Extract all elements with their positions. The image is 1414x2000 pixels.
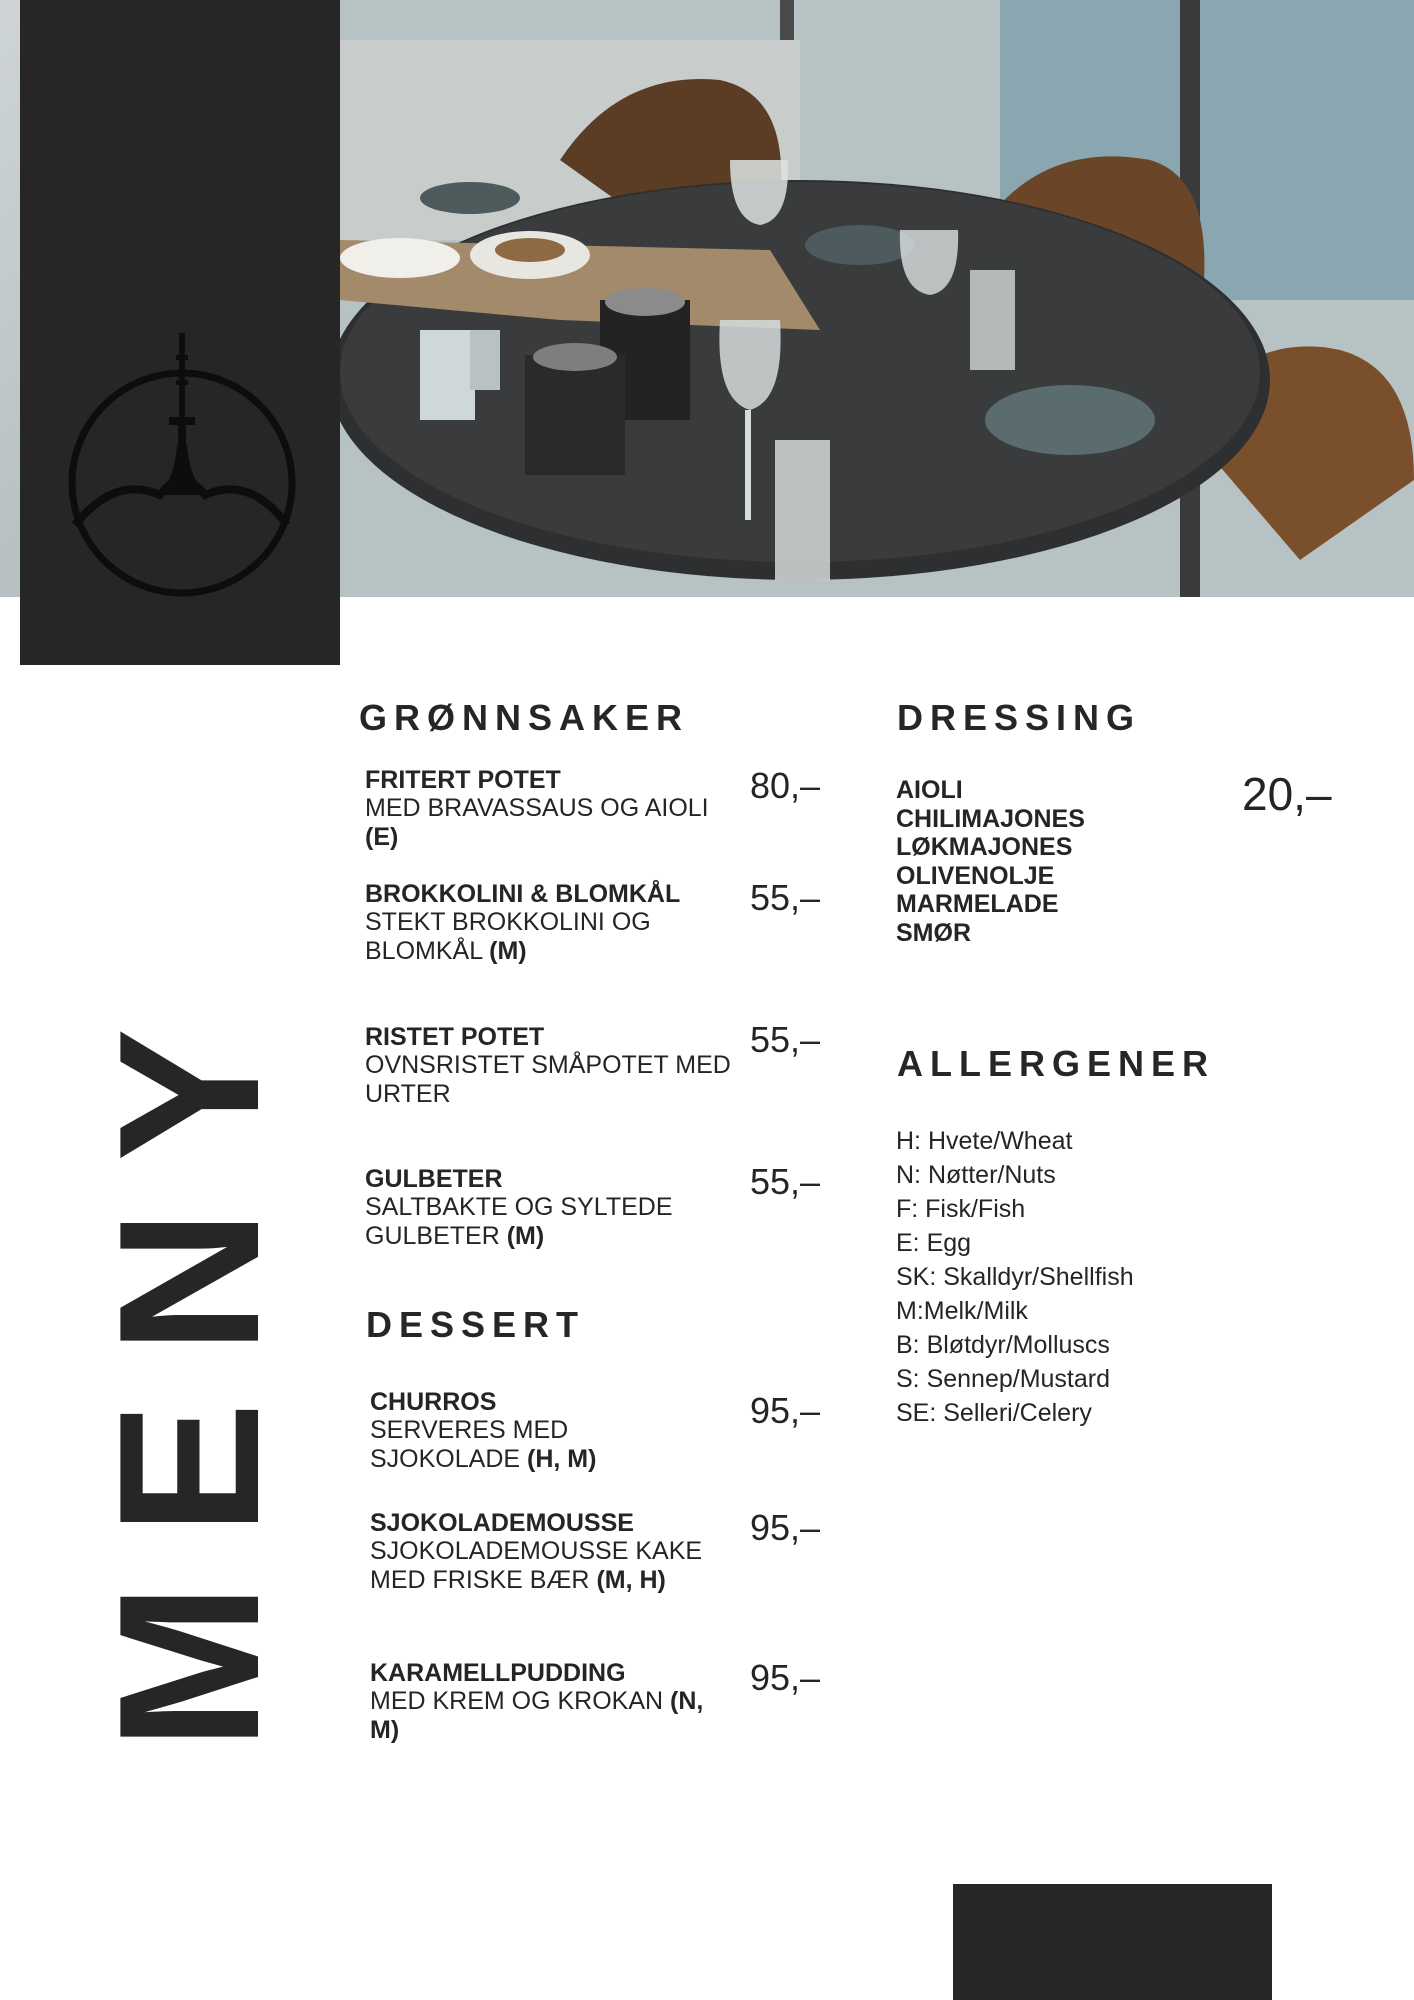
item-name: SJOKOLADEMOUSSE <box>370 1509 634 1537</box>
item-name: KARAMELLPUDDING <box>370 1659 626 1687</box>
section-title-dressing: DRESSING <box>897 697 1142 738</box>
item-price: 95,– <box>750 1657 821 1698</box>
list-item: E: Egg <box>896 1229 972 1257</box>
section-title-gronnsaker: GRØNNSAKER <box>359 697 690 738</box>
item-price: 95,– <box>750 1390 821 1431</box>
item-description: OVNSRISTET SMÅPOTET MED URTER <box>365 1051 731 1108</box>
list-item <box>365 766 745 852</box>
item-description: SERVERES MED SJOKOLADE (H, M) <box>370 1416 597 1473</box>
list-item <box>365 880 745 966</box>
list-item: SE: Selleri/Celery <box>896 1399 1092 1427</box>
list-item: CHILIMAJONES <box>896 804 1085 833</box>
item-name: GULBETER <box>365 1165 503 1193</box>
item-price: 55,– <box>750 1019 821 1060</box>
item-description: MED KREM OG KROKAN (N, M) <box>370 1687 704 1744</box>
dressing-list <box>896 776 1085 947</box>
list-item: OLIVENOLJE <box>896 861 1055 890</box>
list-item: H: Hvete/Wheat <box>896 1127 1073 1155</box>
list-item <box>365 1165 745 1251</box>
item-allergens: (E) <box>365 823 399 851</box>
list-item: AIOLI <box>896 776 963 804</box>
item-description: SALTBAKTE OG SYLTEDE GULBETER (M) <box>365 1193 673 1250</box>
item-allergens: (M, H) <box>596 1566 666 1594</box>
item-name: BROKKOLINI & BLOMKÅL <box>365 880 681 908</box>
bottom-decor-block <box>953 1884 1272 2000</box>
allergen-list <box>896 1124 1134 1430</box>
list-item: MARMELADE <box>896 890 1059 918</box>
item-name: CHURROS <box>370 1388 497 1416</box>
item-allergens: (N, M) <box>370 1687 704 1744</box>
item-price: 95,– <box>750 1507 821 1548</box>
item-price: 80,– <box>750 765 821 806</box>
item-price: 55,– <box>750 877 821 918</box>
list-item: M:Melk/Milk <box>896 1297 1028 1325</box>
list-item: N: Nøtter/Nuts <box>896 1161 1056 1189</box>
tower-on-hill-logo-icon <box>65 325 299 600</box>
dressing-price: 20,– <box>1242 768 1332 820</box>
list-item: S: Sennep/Mustard <box>896 1365 1111 1393</box>
item-name: FRITERT POTET <box>365 766 561 794</box>
list-item: F: Fisk/Fish <box>896 1195 1026 1223</box>
list-item <box>365 1023 745 1109</box>
item-description: STEKT BROKKOLINI OG BLOMKÅL (M) <box>365 908 651 965</box>
section-title-allergener: ALLERGENER <box>897 1043 1216 1084</box>
item-allergens: (M) <box>489 937 527 965</box>
item-allergens: (H, M) <box>527 1445 597 1473</box>
item-price: 55,– <box>750 1161 821 1202</box>
list-item: SK: Skalldyr/Shellfish <box>896 1263 1134 1291</box>
list-item: B: Bløtdyr/Molluscs <box>896 1331 1110 1359</box>
item-name: RISTET POTET <box>365 1023 545 1051</box>
list-item: LØKMAJONES <box>896 833 1073 861</box>
list-item <box>370 1509 750 1595</box>
menu-title: MENY <box>78 980 301 1750</box>
item-description: SJOKOLADEMOUSSE KAKE MED FRISKE BÆR (M, H) <box>370 1537 703 1594</box>
item-allergens: (M) <box>506 1222 545 1250</box>
item-description: MED BRAVASSAUS OG AIOLI (E) <box>365 794 709 851</box>
section-title-dessert: DESSERT <box>366 1304 586 1345</box>
list-item <box>370 1659 750 1745</box>
list-item: SMØR <box>896 918 971 947</box>
list-item <box>370 1388 750 1474</box>
